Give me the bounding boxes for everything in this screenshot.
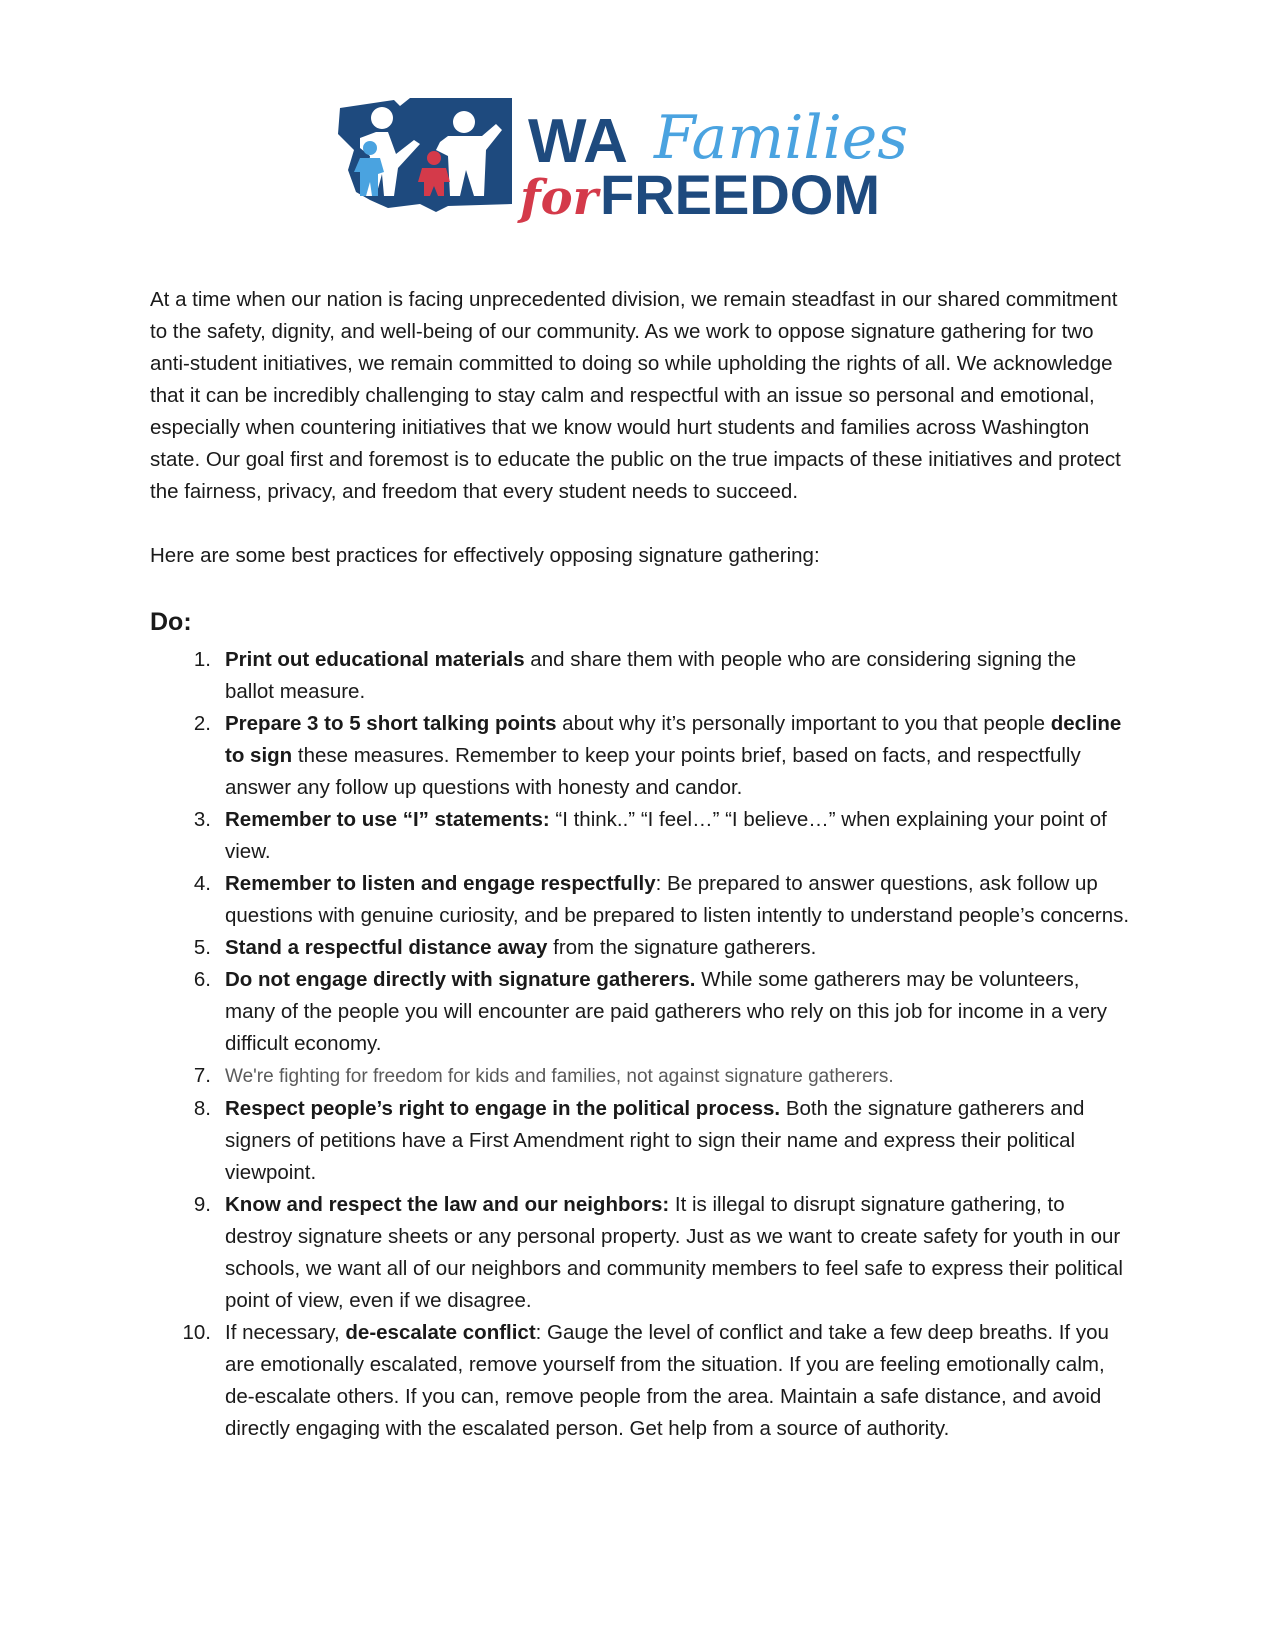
item-bold-text: Respect people’s right to engage in the political process.	[225, 1097, 781, 1120]
item-number: 7.	[193, 1064, 211, 1087]
item-text: “I think..” “I feel…” “I believe…” when explaining your point of view.	[225, 808, 1107, 863]
logo-wa-text: WA	[528, 107, 628, 176]
item-text: : Be prepared to answer questions, ask follow up questions with genuine curiosity, and be prepared to listen intently to understand people’s concerns.	[225, 872, 1130, 927]
item-text: It is illegal to disrupt signature gathering, to destroy signature sheets or any personal property. Just as we want to create safety for youth in our schools, we want all of our neighbors and community members to feel safe to express their political point of view, even if we disagree.	[225, 1193, 1123, 1312]
item-bold-text: Stand a respectful distance away	[225, 936, 548, 959]
list-item	[150, 804, 1130, 868]
item-number: 3.	[193, 808, 211, 831]
list-item	[150, 1093, 1130, 1189]
list-item	[150, 868, 1130, 932]
item-text: If necessary,	[225, 1321, 346, 1344]
item-bold-text: Remember to listen and engage respectfully	[225, 872, 656, 895]
item-number: 6.	[193, 968, 211, 991]
list-item	[150, 964, 1130, 1060]
item-bold-text: decline to sign	[225, 712, 1122, 767]
item-number: 1.	[193, 648, 211, 671]
intro-paragraph: At a time when our nation is facing unprecedented division, we remain steadfast in our shared commitment to the safety, dignity, and well-being of our community. As we work to oppose signature gathering for two anti-student initiatives, we remain committed to doing so while upholding the rights of all. We acknowledge that it can be incredibly challenging to stay calm and respectful with an issue so personal and emotional, especially when countering initiatives that we know would hurt students and families across Washington state. Our goal first and foremost is to educate the public on the true impacts of these initiatives and protect the fairness, privacy, and freedom that every student needs to succeed.	[150, 288, 1121, 503]
item-number: 5.	[193, 936, 211, 959]
item-text: about why it’s personally important to you that people	[556, 712, 1051, 735]
item-number: 10.	[182, 1321, 211, 1344]
item-text: While some gatherers may be volunteers, many of the people you will encounter are paid gatherers who rely on this job for income in a very difficult economy.	[225, 968, 1107, 1055]
item-bold-text: Do not engage directly with signature gatherers.	[225, 968, 696, 991]
item-text: these measures. Remember to keep your points brief, based on facts, and respectfully answer any follow up questions with honesty and candor.	[225, 744, 1081, 799]
list-item	[150, 1317, 1130, 1445]
logo-freedom-text: FREEDOM	[600, 163, 880, 226]
item-text: Both the signature gatherers and signers of petitions have a First Amendment right to sign their name and express their political viewpoint.	[225, 1097, 1085, 1184]
item-bold-text: Know and respect the law and our neighbors:	[225, 1193, 670, 1216]
item-bold-text: Print out educational materials	[225, 648, 525, 671]
item-bold-text: Remember to use “I” statements:	[225, 808, 550, 831]
item-number: 4.	[193, 872, 211, 895]
logo-families-text: Families	[654, 103, 909, 173]
item-bold-text: de-escalate conflict	[345, 1321, 536, 1344]
logo-for-text: for	[520, 170, 598, 226]
item-number: 2.	[193, 712, 211, 735]
list-item	[150, 644, 1130, 708]
do-list	[150, 644, 1130, 1445]
best-practices-lead: Here are some best practices for effectively opposing signature gathering:	[150, 544, 820, 567]
item-number: 9.	[193, 1193, 211, 1216]
do-heading: Do:	[150, 608, 192, 636]
item-gray-text: We're fighting for freedom for kids and families, not against signature gatherers.	[225, 1066, 894, 1087]
item-text: and share them with people who are considering signing the ballot measure.	[225, 648, 1077, 703]
list-item	[150, 708, 1130, 804]
item-text: from the signature gatherers.	[547, 936, 817, 959]
list-item	[150, 1060, 1130, 1093]
item-number: 8.	[193, 1097, 211, 1120]
wa-families-for-freedom-logo	[336, 96, 916, 234]
item-text: : Gauge the level of conflict and take a few deep breaths. If you are emotionally escalated, remove yourself from the situation. If you are feeling emotionally calm, de-escalate others. If you can, remove people from the area. Maintain a safe distance, and avoid directly engaging with the escalated person. Get help from a source of authority.	[225, 1321, 1109, 1440]
item-bold-text: Prepare 3 to 5 short talking points	[225, 712, 557, 735]
list-item	[150, 1189, 1130, 1317]
list-item	[150, 932, 1130, 964]
